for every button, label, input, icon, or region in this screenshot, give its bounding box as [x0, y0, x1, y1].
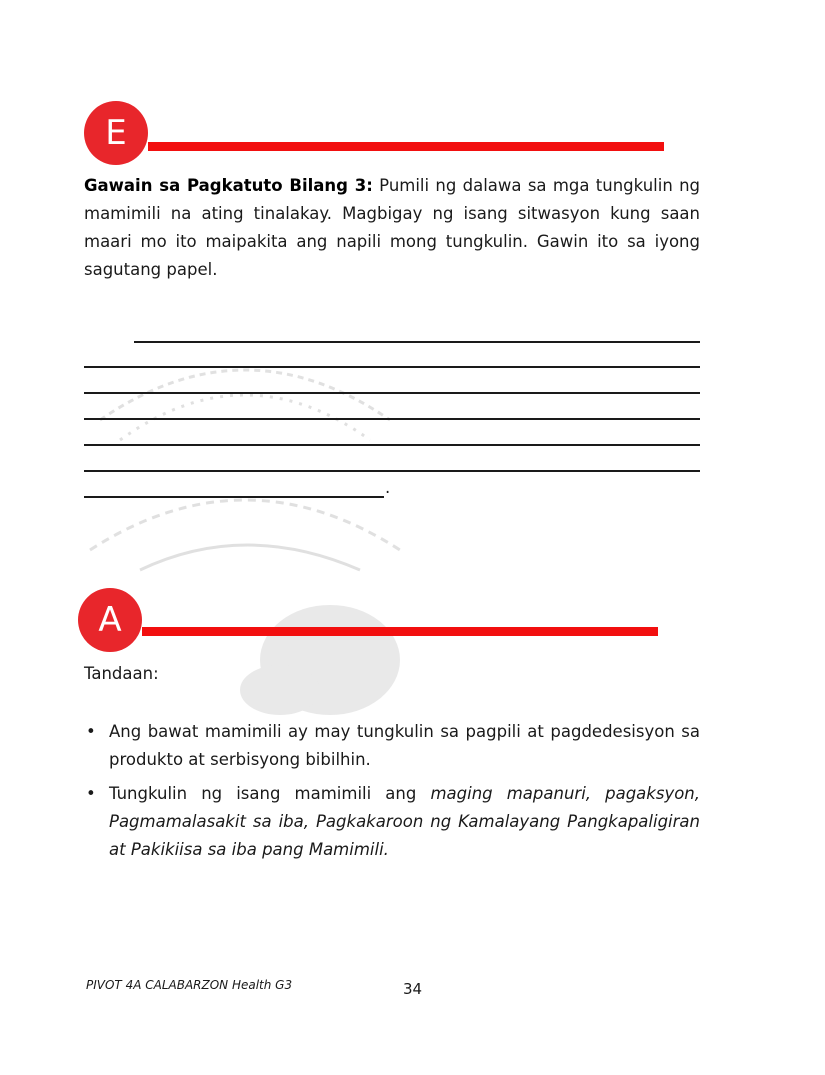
answer-line [134, 341, 700, 343]
bullet-text: Tungkulin ng isang mamimili ang [109, 784, 431, 803]
answer-line [84, 418, 700, 420]
section-a-badge: A [78, 588, 142, 652]
bullet-symbol: • [86, 722, 96, 741]
footer-label: PIVOT 4A CALABARZON Health G3 [86, 978, 293, 992]
summary-list [84, 718, 700, 870]
page-number: 34 [403, 980, 423, 998]
answer-end-period: . [385, 478, 391, 497]
answer-line [84, 470, 700, 472]
activity-title: Gawain sa Pagkatuto Bilang 3: [84, 176, 373, 195]
answer-line [84, 496, 384, 498]
bullet-italic-text: maging mapanuri, pagaksyon, Pagmamalasakit sa iba, Pagkakaroon ng Kamalayang Pangkapaligiran at Pakikiisa sa iba pang Mamimili. [109, 784, 701, 859]
list-item [84, 718, 700, 774]
bullet-text: Ang bawat mamimili ay may tungkulin sa pagpili at pagdedesisyon sa produkto at serbisyong bibilhin. [109, 722, 700, 769]
list-item [84, 780, 700, 864]
section-e-red-bar [148, 142, 664, 151]
answer-line [84, 392, 700, 394]
answer-line [84, 444, 700, 446]
section-a-red-bar [142, 627, 658, 636]
tandaan-label: Tandaan: [84, 664, 159, 683]
activity-text: Pumili ng dalawa sa mga tungkulin ng mamimili na ating tinalakay. Magbigay ng isang sitwasyon kung saan maari mo ito maipakita ang napili mong tungkulin. Gawin ito sa iyong sagutang papel. [84, 176, 701, 279]
answer-line [84, 366, 700, 368]
section-e-badge: E [84, 101, 148, 165]
activity-instructions [84, 172, 700, 284]
bullet-symbol: • [86, 784, 96, 803]
